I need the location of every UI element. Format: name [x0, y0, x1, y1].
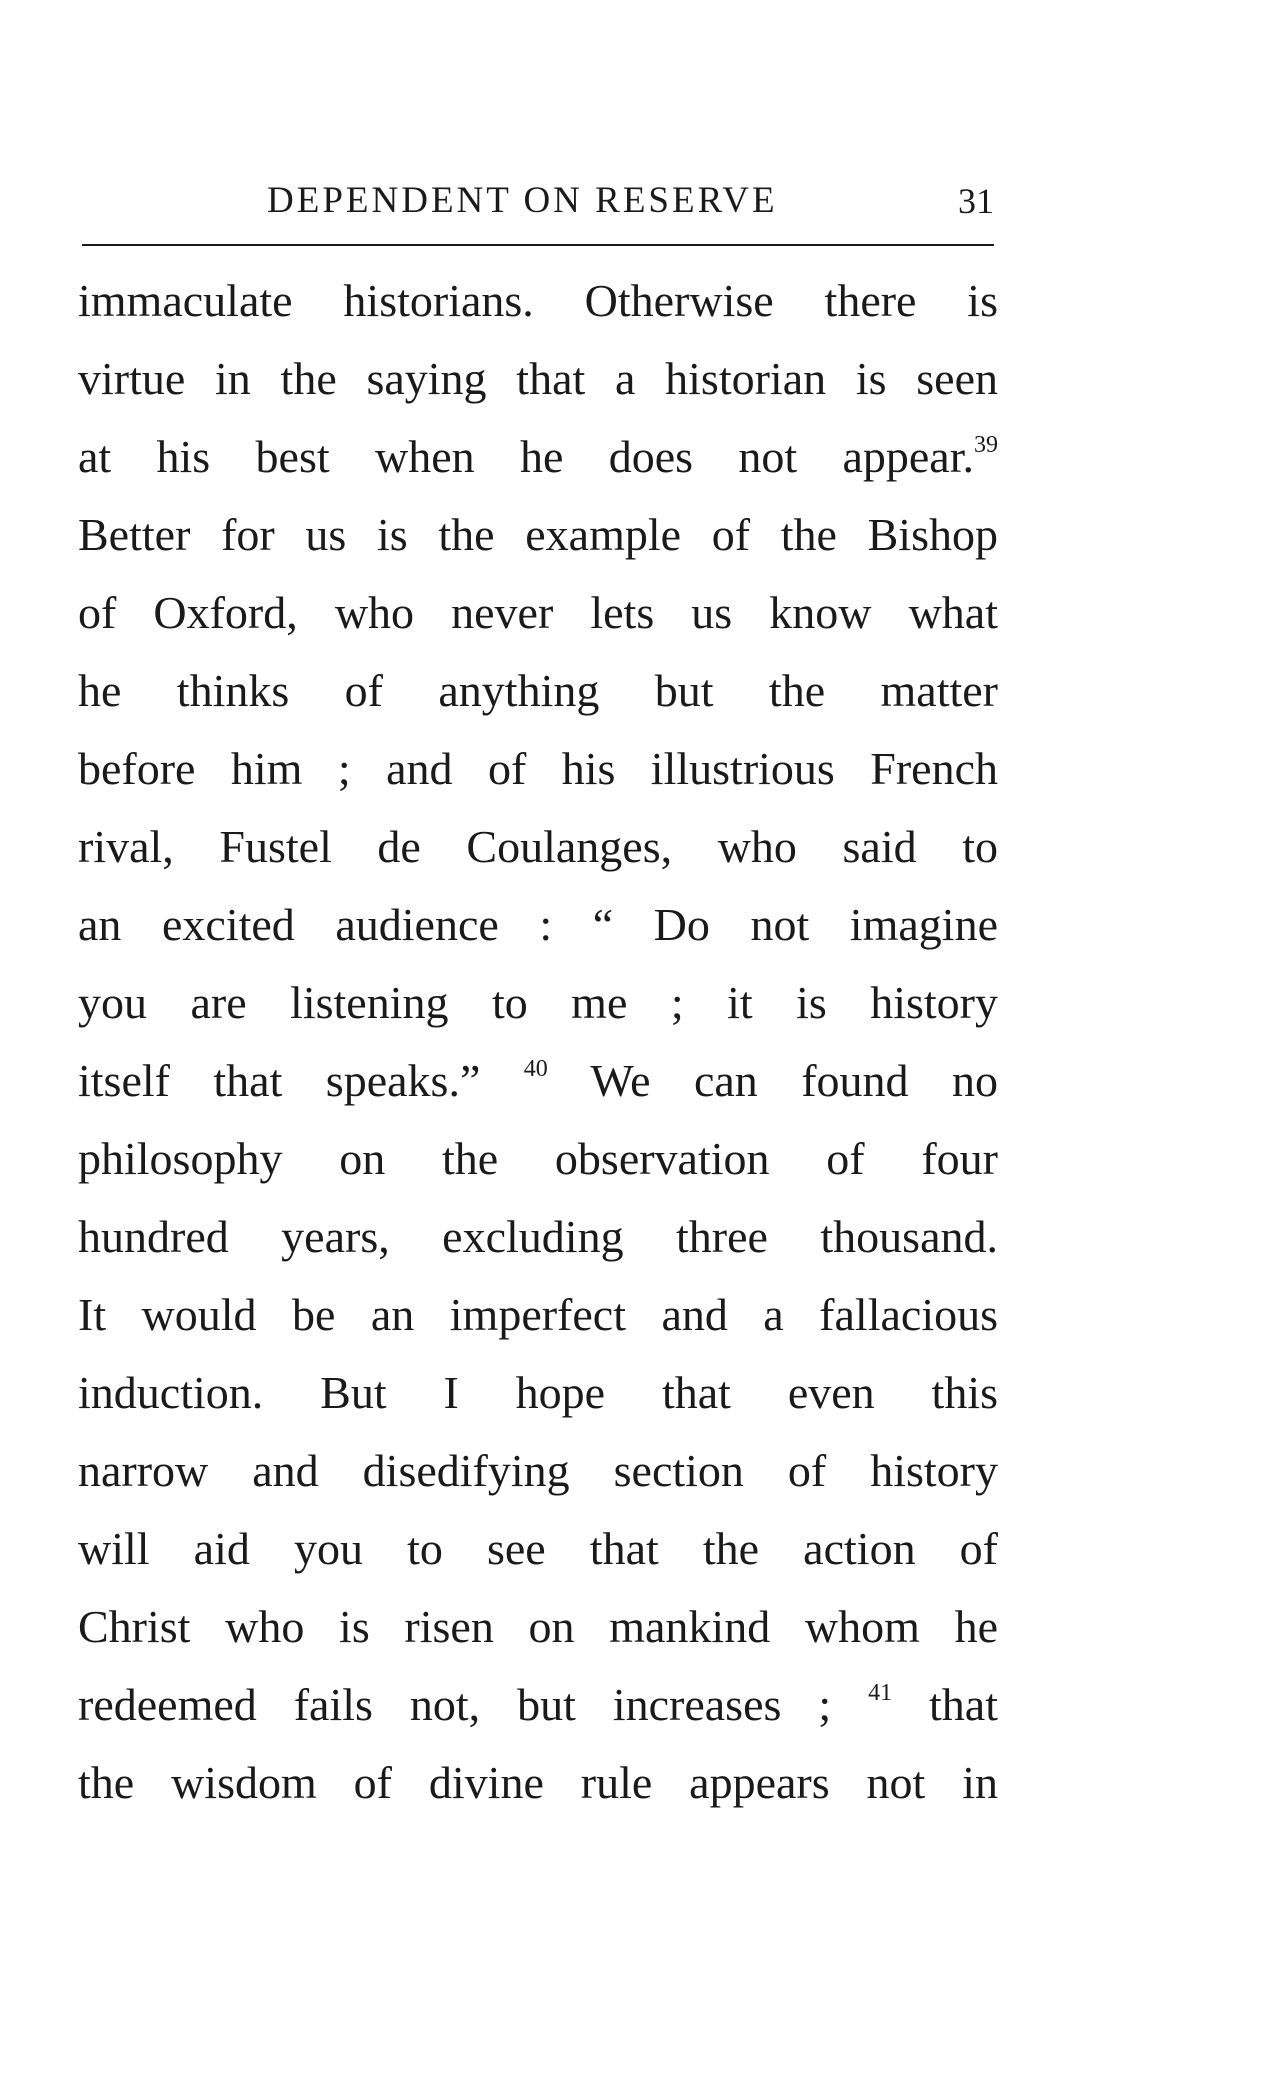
running-head [82, 176, 994, 226]
text-line [78, 1510, 998, 1588]
line-text: an excited audience : “ Do not imagine [78, 899, 998, 950]
text-line [78, 886, 998, 964]
text-line [78, 1432, 998, 1510]
line-text-after: that [892, 1679, 999, 1730]
line-text: narrow and disedifying section of history [78, 1445, 998, 1496]
body-text [78, 262, 998, 1822]
text-line [78, 652, 998, 730]
line-text: before him ; and of his illustrious French [78, 743, 998, 794]
running-title: DEPENDENT ON RESERVE [267, 180, 778, 221]
text-line [78, 1744, 998, 1822]
line-text: Christ who is risen on mankind whom he [78, 1601, 998, 1652]
line-text: you are listening to me ; it is history [78, 977, 998, 1028]
text-line [78, 1588, 998, 1666]
line-text: It would be an imperfect and a fallacious [78, 1289, 998, 1340]
line-text: redeemed fails not, but increases ; [78, 1679, 869, 1730]
line-text: induction. But I hope that even this [78, 1367, 998, 1418]
text-line [78, 808, 998, 886]
text-line [78, 730, 998, 808]
text-line [78, 418, 998, 496]
text-line [78, 574, 998, 652]
line-text: hundred years, excluding three thousand. [78, 1211, 998, 1262]
text-line [78, 340, 998, 418]
line-text: he thinks of anything but the matter [78, 665, 998, 716]
line-text: at his best when he does not appear. [78, 431, 974, 482]
line-text-after: We can found no [547, 1055, 998, 1106]
line-text: philosophy on the observation of four [78, 1133, 998, 1184]
footnote-ref: 41 [868, 1680, 893, 1706]
line-text: the wisdom of divine rule appears not in [78, 1757, 998, 1808]
line-text: virtue in the saying that a historian is seen [78, 353, 998, 404]
text-line [78, 1042, 998, 1120]
text-line [78, 496, 998, 574]
text-line [78, 1198, 998, 1276]
text-line [78, 1276, 998, 1354]
text-line [78, 1354, 998, 1432]
line-text: immaculate historians. Otherwise there is [78, 275, 998, 326]
line-text: of Oxford, who never lets us know what [78, 587, 998, 638]
text-line [78, 964, 998, 1042]
page-number: 31 [958, 181, 994, 221]
text-line [78, 1120, 998, 1198]
line-text: will aid you to see that the action of [78, 1523, 998, 1574]
footnote-ref: 40 [523, 1056, 548, 1082]
line-text: itself that speaks.” [78, 1055, 524, 1106]
text-line [78, 262, 998, 340]
text-line [78, 1666, 998, 1744]
header-rule [82, 244, 994, 246]
line-text: rival, Fustel de Coulanges, who said to [78, 821, 998, 872]
line-text: Better for us is the example of the Bishop [78, 509, 998, 560]
footnote-ref: 39 [974, 432, 998, 458]
